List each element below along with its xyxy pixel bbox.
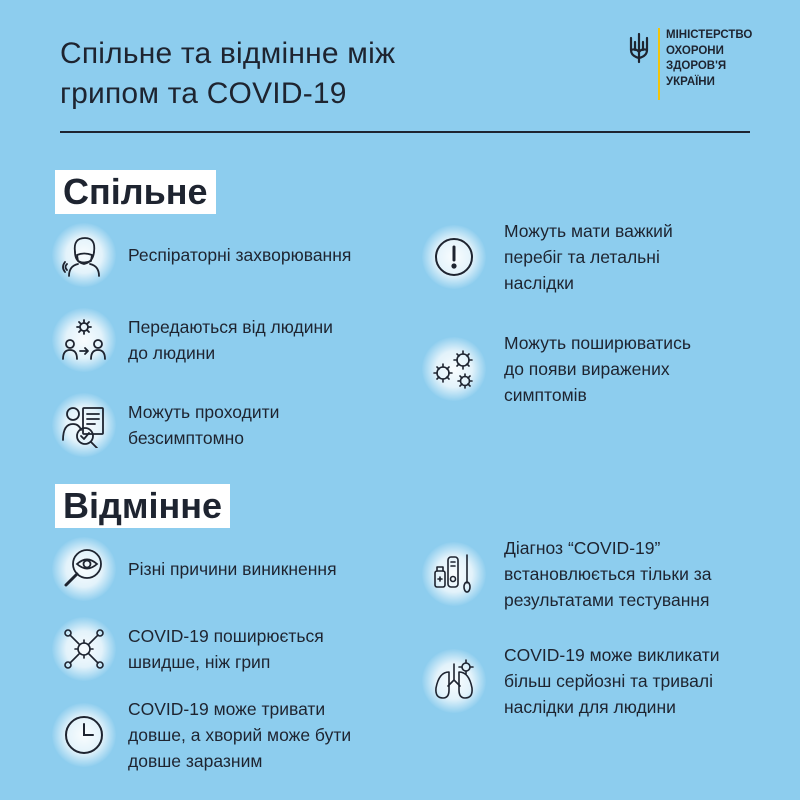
different-item-text bbox=[504, 642, 720, 720]
text-line: більш серйозні та тривалі bbox=[504, 671, 713, 691]
trident-icon bbox=[628, 32, 650, 64]
text-line: Можуть поширюватись bbox=[504, 333, 691, 353]
text-line: симптомів bbox=[504, 385, 587, 405]
different-item-serious-consequences bbox=[422, 642, 720, 720]
section-label-common: Спільне bbox=[55, 170, 216, 214]
ministry-line-2: ОХОРОНИ bbox=[666, 44, 724, 57]
ministry-accent-bar bbox=[658, 28, 660, 100]
text-line: довше заразним bbox=[128, 751, 263, 771]
different-item-text bbox=[504, 535, 711, 613]
text-line: встановлюється тільки за bbox=[504, 564, 712, 584]
different-item-faster-spread bbox=[52, 617, 324, 681]
text-line: наслідки bbox=[504, 273, 574, 293]
ministry-line-4: УКРАЇНИ bbox=[666, 75, 715, 88]
text-line: швидше, ніж грип bbox=[128, 652, 271, 672]
text-line: Різні причини виникнення bbox=[128, 559, 337, 579]
common-item-transmission bbox=[52, 308, 333, 372]
common-item-spread-before-symptoms bbox=[422, 330, 691, 408]
test-kit-icon bbox=[431, 551, 477, 597]
text-line: до людини bbox=[128, 343, 216, 363]
text-line: Респіраторні захворювання bbox=[128, 245, 352, 265]
text-line: Діагноз “COVID-19” bbox=[504, 538, 661, 558]
respiratory-mask-icon bbox=[61, 232, 107, 278]
ministry-name bbox=[666, 28, 752, 90]
text-line: довше, а хворий може бути bbox=[128, 725, 352, 745]
text-line: COVID-19 може викликати bbox=[504, 645, 720, 665]
clock-icon bbox=[61, 712, 107, 758]
header-divider bbox=[60, 131, 750, 133]
common-item-text bbox=[128, 314, 333, 366]
magnifier-eye-icon bbox=[61, 546, 107, 592]
virus-network-icon bbox=[61, 626, 107, 672]
title-line-2: грипом та COVID-19 bbox=[60, 77, 347, 110]
transmission-people-icon bbox=[61, 317, 107, 363]
common-item-text bbox=[504, 218, 673, 296]
different-item-text bbox=[128, 696, 351, 774]
common-item-text bbox=[504, 330, 691, 408]
common-item-severe bbox=[422, 218, 673, 296]
section-label-different: Відмінне bbox=[55, 484, 230, 528]
text-line: результатами тестування bbox=[504, 590, 710, 610]
text-line: до появи виражених bbox=[504, 359, 670, 379]
common-item-text bbox=[128, 242, 351, 268]
different-item-text bbox=[128, 623, 324, 675]
lungs-virus-icon bbox=[431, 658, 477, 704]
text-line: COVID-19 поширюється bbox=[128, 626, 324, 646]
title-line-1: Спільне та відмінне між bbox=[60, 37, 396, 70]
ministry-logo bbox=[628, 28, 752, 104]
asymptomatic-check-icon bbox=[61, 402, 107, 448]
different-item-text bbox=[128, 556, 337, 582]
text-line: Можуть мати важкий bbox=[504, 221, 673, 241]
ministry-line-3: ЗДОРОВ'Я bbox=[666, 60, 727, 72]
ministry-line-1: МІНІСТЕРСТВО bbox=[666, 29, 753, 41]
text-line: безсимптомно bbox=[128, 428, 245, 448]
different-item-longer-duration bbox=[52, 696, 351, 774]
common-item-respiratory bbox=[52, 223, 351, 287]
text-line: Можуть проходити bbox=[128, 402, 280, 422]
different-item-causes bbox=[52, 537, 337, 601]
text-line: перебіг та летальні bbox=[504, 247, 660, 267]
common-item-text bbox=[128, 399, 279, 451]
viruses-icon bbox=[431, 346, 477, 392]
different-item-diagnosis bbox=[422, 535, 711, 613]
text-line: COVID-19 може тривати bbox=[128, 699, 326, 719]
common-item-asymptomatic bbox=[52, 393, 279, 457]
text-line: наслідки для людини bbox=[504, 697, 676, 717]
warning-exclamation-icon bbox=[431, 234, 477, 280]
text-line: Передаються від людини bbox=[128, 317, 333, 337]
page-title bbox=[60, 34, 480, 114]
